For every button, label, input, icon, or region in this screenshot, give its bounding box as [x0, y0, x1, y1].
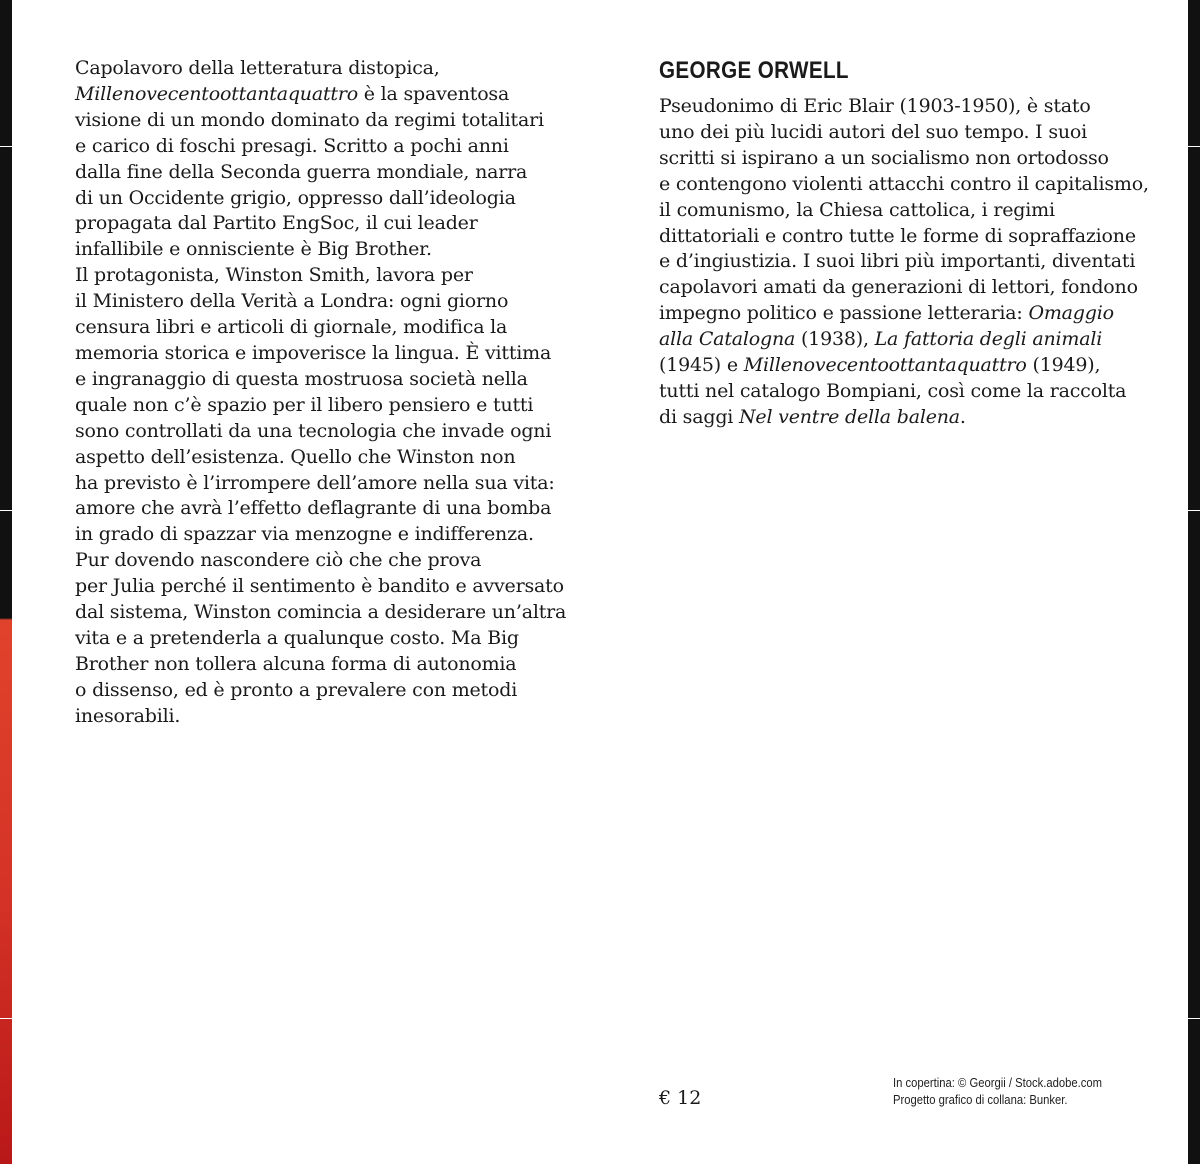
text-line: Pseudonimo di Eric Blair (1903-1950), è stato [659, 95, 1091, 117]
text-line: Il protagonista, Winston Smith, lavora per [75, 264, 473, 287]
text-line [659, 405, 1139, 431]
author-biography [659, 94, 1149, 431]
text-segment: di saggi [659, 405, 739, 428]
text-segment: (1945) e [659, 354, 744, 377]
price-label: € 12 [659, 1087, 702, 1109]
italic-title: Millenovecentoottantaquattro [75, 82, 358, 105]
author-name: GEORGE ORWELL [659, 57, 849, 84]
crop-mark [1188, 510, 1200, 511]
text-line: e d’ingiustizia. I suoi libri più importanti, diventati [659, 250, 1136, 273]
text-segment: . [959, 405, 966, 428]
text-line: vita e a pretenderla a qualunque costo. Ma Big [75, 626, 519, 649]
text-line: dal sistema, Winston comincia a desiderare un’altra [75, 601, 567, 624]
text-line: per Julia perché il sentimento è bandito e avversato [75, 575, 564, 598]
text-line: amore che avrà l’effetto deflagrante di una bomba [75, 497, 552, 520]
left-edge-color-strip [0, 0, 12, 1164]
text-line: ha previsto è l’irrompere dell’amore nella sua vita: [75, 471, 555, 494]
cover-credits [893, 1075, 1102, 1109]
crop-mark [0, 1018, 12, 1019]
text-line: dalla fine della Seconda guerra mondiale, narra [75, 160, 528, 183]
text-line: uno dei più lucidi autori del suo tempo. I suoi [659, 120, 1088, 143]
text-line [75, 82, 555, 108]
text-line: o dissenso, ed è pronto a prevalere con metodi [75, 678, 518, 701]
text-line: propagata dal Partito EngSoc, il cui leader [75, 212, 478, 235]
text-segment: (1949), [1026, 354, 1101, 377]
text-line: tutti nel catalogo Bompiani, così come la raccolta [659, 379, 1127, 402]
italic-title: alla Catalogna [659, 328, 796, 351]
text-line: visione di un mondo dominato da regimi totalitari [75, 108, 544, 131]
text-segment: (1938), [795, 328, 875, 351]
italic-title: Millenovecentoottantaquattro [743, 354, 1027, 377]
crop-mark [1188, 1018, 1200, 1019]
italic-title: Omaggio [1028, 302, 1114, 325]
italic-title: La fattoria degli animali [874, 328, 1103, 351]
text-line: aspetto dell’esistenza. Quello che Winston non [75, 445, 516, 468]
text-line: e ingranaggio di questa mostruosa società nella [75, 367, 528, 390]
text-line: censura libri e articoli di giornale, modifica la [75, 316, 508, 339]
text-line: il comunismo, la Chiesa cattolica, i regimi [659, 198, 1055, 221]
text-line [659, 301, 1139, 327]
text-line [659, 327, 1139, 353]
text-line: capolavori amati da generazioni di lettori, fondono [659, 276, 1138, 299]
text-line: Pur dovendo nascondere ciò che che prova [75, 549, 482, 572]
text-line: e carico di foschi presagi. Scritto a pochi anni [75, 134, 509, 157]
text-line: quale non c’è spazio per il libero pensiero e tutti [75, 393, 534, 416]
cover-photo-credit: In copertina: © Georgii / Stock.adobe.com [893, 1076, 1103, 1090]
crop-mark [0, 510, 12, 511]
text-line: sono controllati da una tecnologia che invade ogni [75, 419, 552, 442]
text-segment: è la spaventosa [357, 82, 510, 105]
text-line: Capolavoro della letteratura distopica, [75, 57, 440, 79]
text-line: scritti si ispirano a un socialismo non ortodosso [659, 146, 1109, 169]
text-line: inesorabili. [75, 704, 181, 727]
text-segment: impegno politico e passione letteraria: [659, 302, 1029, 325]
text-line: il Ministero della Verità a Londra: ogni giorno [75, 290, 509, 313]
crop-mark [1188, 146, 1200, 147]
text-line: Brother non tollera alcuna forma di autonomia [75, 652, 517, 675]
italic-title: Nel ventre della balena [739, 405, 960, 428]
text-line: infallibile e onnisciente è Big Brother. [75, 238, 432, 261]
book-synopsis [75, 56, 567, 730]
text-line: e contengono violenti attacchi contro il capitalismo, [659, 172, 1149, 195]
text-line: memoria storica e impoverisce la lingua. È vittima [75, 341, 552, 364]
right-edge-color-strip [1188, 0, 1200, 1164]
crop-mark [0, 146, 12, 147]
text-line: in grado di spazzar via menzogne e indifferenza. [75, 523, 534, 546]
text-line: dittatoriali e contro tutte le forme di sopraffazione [659, 224, 1136, 247]
text-line [659, 353, 1139, 379]
series-design-credit: Progetto grafico di collana: Bunker. [893, 1093, 1068, 1107]
author-section [659, 54, 1149, 431]
text-line: di un Occidente grigio, oppresso dall’ideologia [75, 186, 516, 209]
